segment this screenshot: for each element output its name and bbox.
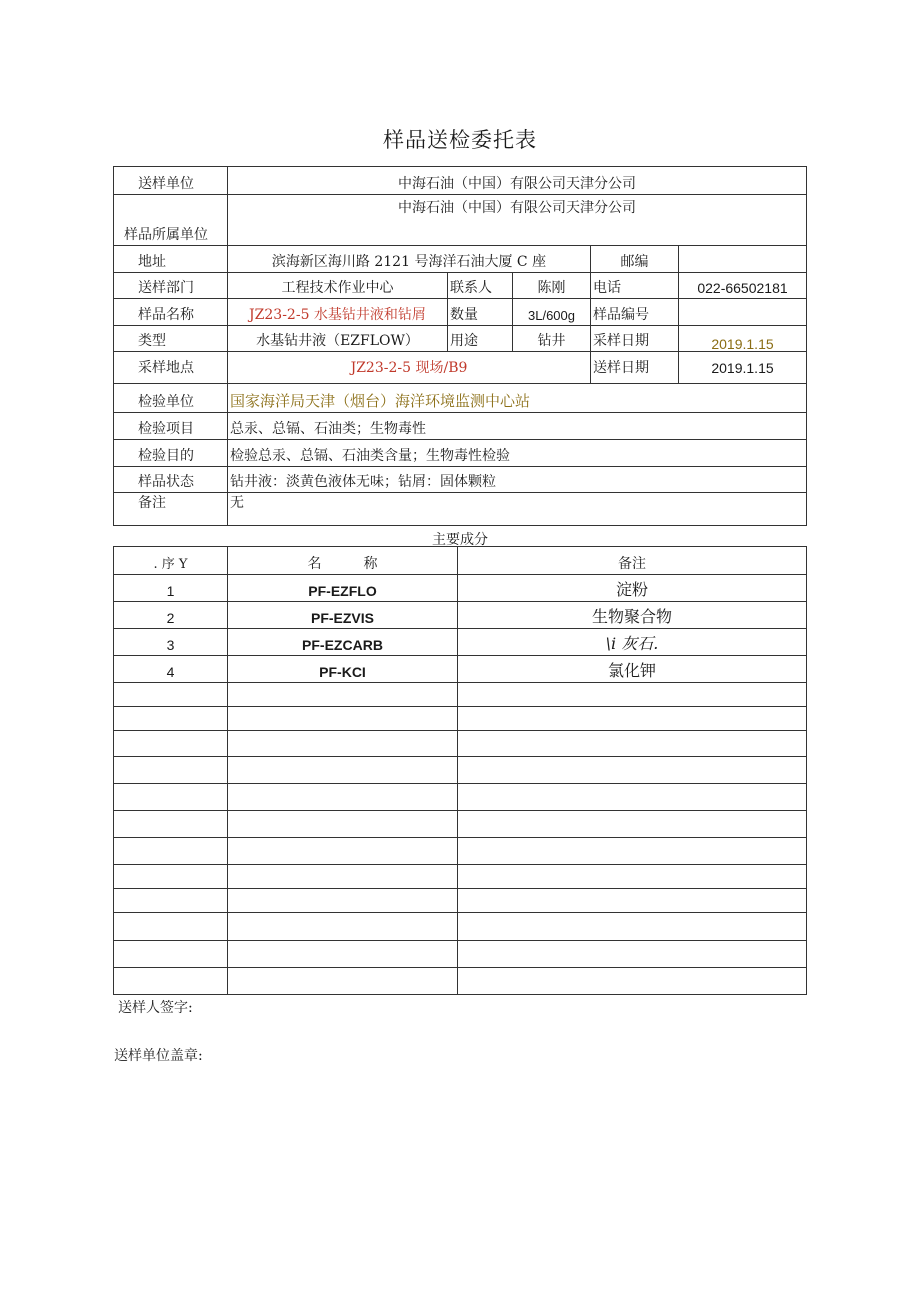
empty-cell — [458, 707, 807, 731]
row-name: PF-KCI — [228, 656, 458, 683]
dept-value: 工程技术作业中心 — [228, 273, 448, 299]
sample-no-value — [679, 299, 807, 326]
dept-label: 送样部门 — [114, 273, 228, 299]
empty-cell — [114, 968, 228, 995]
col-name-header: 名 称 — [228, 547, 458, 575]
sample-no-label: 样品编号 — [591, 299, 679, 326]
sender-unit-label: 送样单位 — [114, 167, 228, 195]
address-value: 滨海新区海川路 2121 号海洋石油大厦 C 座 — [228, 246, 591, 273]
row-no: 3 — [114, 629, 228, 656]
empty-cell — [458, 811, 807, 838]
empty-cell — [228, 683, 458, 707]
state-value: 钻井液：淡黄色液体无味；钻屑：固体颗粒 — [228, 467, 807, 493]
phone-label: 电话 — [591, 273, 679, 299]
table-row — [114, 784, 807, 811]
phone-value: 022-66502181 — [679, 273, 807, 299]
empty-cell — [458, 913, 807, 941]
owner-unit-label: 样品所属单位 — [114, 195, 228, 246]
table-row — [114, 731, 807, 757]
empty-cell — [458, 757, 807, 784]
empty-cell — [228, 865, 458, 889]
table-row — [114, 629, 807, 656]
empty-cell — [458, 889, 807, 913]
contact-label: 联系人 — [448, 273, 513, 299]
empty-cell — [114, 838, 228, 865]
empty-cell — [458, 968, 807, 995]
empty-cell — [458, 941, 807, 968]
empty-cell — [114, 757, 228, 784]
row-no: 1 — [114, 575, 228, 602]
quantity-label: 数量 — [448, 299, 513, 326]
type-label: 类型 — [114, 326, 228, 352]
contact-value: 陈刚 — [513, 273, 591, 299]
table-row — [114, 865, 807, 889]
table-row — [114, 602, 807, 629]
postcode-value — [679, 246, 807, 273]
empty-cell — [458, 838, 807, 865]
row-remark: \i 灰石. — [458, 629, 807, 656]
table-row — [114, 707, 807, 731]
remark-label: 备注 — [114, 493, 228, 526]
lab-label: 检验单位 — [114, 384, 228, 413]
empty-cell — [458, 731, 807, 757]
empty-cell — [114, 707, 228, 731]
empty-cell — [114, 731, 228, 757]
sample-name-value: JZ23-2-5 水基钻井液和钻屑 — [228, 299, 448, 326]
sampling-site-value: JZ23-2-5 现场/B9 — [228, 352, 591, 384]
type-value: 水基钻井液（EZFLOW） — [228, 326, 448, 352]
empty-cell — [228, 913, 458, 941]
empty-cell — [114, 865, 228, 889]
table-row — [114, 683, 807, 707]
empty-cell — [228, 731, 458, 757]
empty-cell — [228, 707, 458, 731]
col-remark-header: 备注 — [458, 547, 807, 575]
table-row — [114, 757, 807, 784]
empty-cell — [228, 757, 458, 784]
components-table — [113, 546, 807, 995]
empty-cell — [228, 838, 458, 865]
empty-cell — [114, 683, 228, 707]
purpose-label: 检验目的 — [114, 440, 228, 467]
address-label: 地址 — [114, 246, 228, 273]
row-no: 4 — [114, 656, 228, 683]
row-remark: 氯化钾 — [458, 656, 807, 683]
send-date-value: 2019.1.15 — [679, 352, 807, 384]
send-date-label: 送样日期 — [591, 352, 679, 384]
row-name: PF-EZCARB — [228, 629, 458, 656]
sampling-date-value: 2019.1.15 — [679, 326, 807, 352]
empty-cell — [228, 889, 458, 913]
remark-value: 无 — [228, 493, 807, 526]
empty-cell — [458, 865, 807, 889]
table-row — [114, 811, 807, 838]
table-row — [114, 838, 807, 865]
items-label: 检验项目 — [114, 413, 228, 440]
row-remark: 生物聚合物 — [458, 602, 807, 629]
empty-cell — [458, 683, 807, 707]
state-label: 样品状态 — [114, 467, 228, 493]
items-value: 总汞、总镉、石油类；生物毒性 — [228, 413, 807, 440]
sampling-site-label: 采样地点 — [114, 352, 228, 384]
sample-name-label: 样品名称 — [114, 299, 228, 326]
table-row — [114, 889, 807, 913]
row-name: PF-EZFLO — [228, 575, 458, 602]
row-no: 2 — [114, 602, 228, 629]
quantity-value: 3L/600g — [513, 299, 591, 326]
postcode-label: 邮编 — [591, 246, 679, 273]
sampling-date-label: 采样日期 — [591, 326, 679, 352]
row-name: PF-EZVIS — [228, 602, 458, 629]
unit-seal-label: 送样单位盖章: — [114, 1048, 203, 1064]
col-no-header: . 序 Y — [114, 547, 228, 575]
usage-value: 钻井 — [513, 326, 591, 352]
sender-unit-value: 中海石油（中国）有限公司天津分公司 — [228, 167, 807, 195]
empty-cell — [114, 889, 228, 913]
empty-cell — [458, 784, 807, 811]
table-row — [114, 656, 807, 683]
lab-value: 国家海洋局天津（烟台）海洋环境监测中心站 — [228, 384, 807, 413]
empty-cell — [228, 784, 458, 811]
page-title: 样品送检委托表 — [383, 128, 537, 152]
empty-cell — [114, 941, 228, 968]
table-row — [114, 941, 807, 968]
purpose-value: 检验总汞、总镉、石油类含量；生物毒性检验 — [228, 440, 807, 467]
info-table — [113, 166, 807, 526]
sender-signature-label: 送样人签字: — [118, 1000, 193, 1016]
table-row — [114, 575, 807, 602]
row-remark: 淀粉 — [458, 575, 807, 602]
usage-label: 用途 — [448, 326, 513, 352]
empty-cell — [114, 784, 228, 811]
table-row — [114, 968, 807, 995]
table-row — [114, 913, 807, 941]
owner-unit-value: 中海石油（中国）有限公司天津分公司 — [228, 195, 807, 246]
empty-cell — [228, 941, 458, 968]
empty-cell — [114, 811, 228, 838]
empty-cell — [228, 968, 458, 995]
components-heading: 主要成分 — [432, 532, 488, 548]
empty-cell — [228, 811, 458, 838]
empty-cell — [114, 913, 228, 941]
